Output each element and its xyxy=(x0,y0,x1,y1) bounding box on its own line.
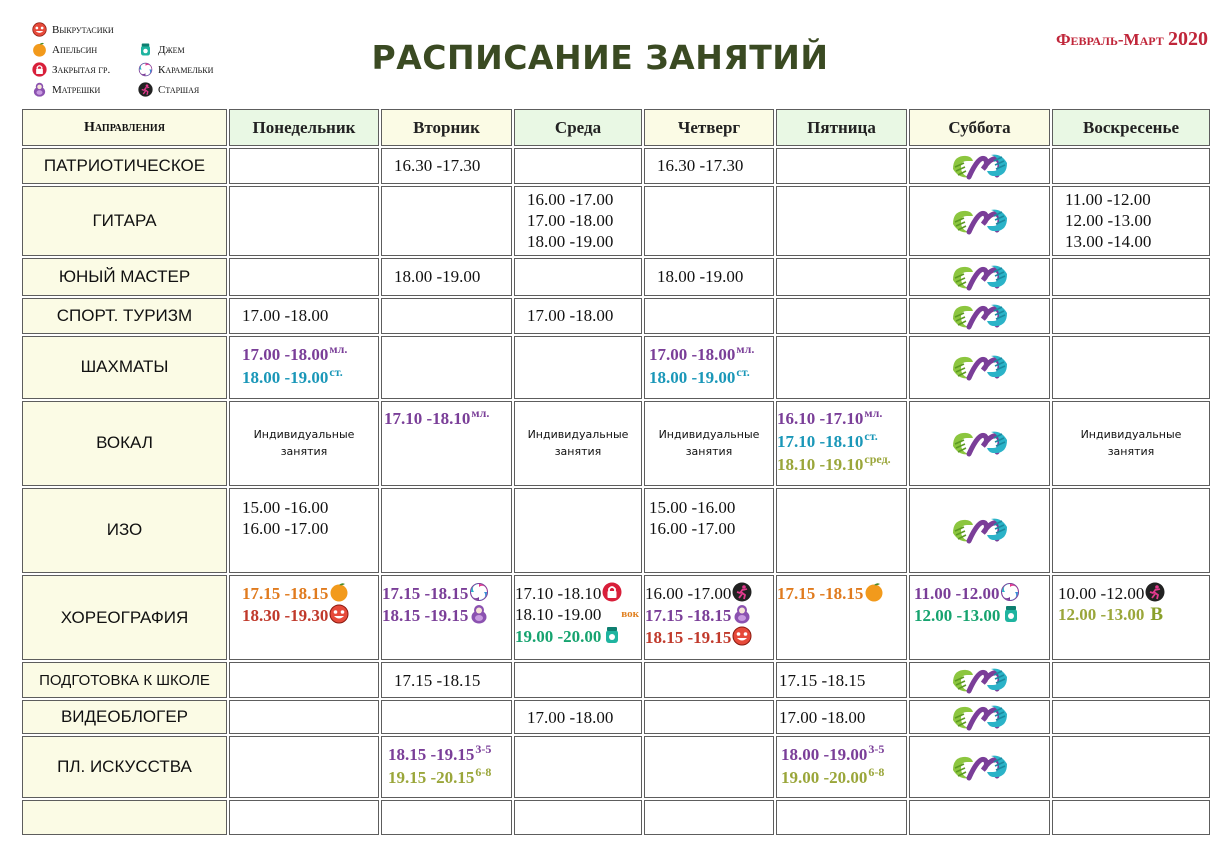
time-text: 17.15 -18.15 xyxy=(645,606,732,626)
group-suffix: мл. xyxy=(471,405,490,420)
schedule-cell xyxy=(381,298,512,334)
schedule-cell xyxy=(514,148,642,184)
schedule-cell xyxy=(776,800,907,835)
header-day: Пятница xyxy=(776,109,907,146)
schedule-cell xyxy=(1052,488,1210,573)
time-slot xyxy=(382,744,511,767)
schedule-cell xyxy=(229,336,379,399)
category-cell xyxy=(22,800,227,835)
time-slot: 17.00 -18.00 xyxy=(527,211,614,231)
time-slot xyxy=(515,582,641,604)
legend-item xyxy=(32,82,100,97)
table-row xyxy=(22,336,1210,399)
lock-icon xyxy=(602,582,622,602)
schedule-cell xyxy=(776,700,907,734)
schedule-cell xyxy=(644,401,774,486)
time-slot xyxy=(1053,582,1209,604)
time-slot xyxy=(645,582,773,604)
schedule-cell xyxy=(514,488,642,573)
grade-suffix: 6-8 xyxy=(475,765,492,780)
smiley-icon xyxy=(329,604,349,624)
schedule-cell xyxy=(909,298,1050,334)
time-slot: 18.00 -19.00 xyxy=(527,232,614,252)
schedule-cell xyxy=(909,186,1050,256)
legend-label: Карамельки xyxy=(158,63,214,76)
schedule-cell xyxy=(644,736,774,798)
schedule-cell xyxy=(381,148,512,184)
grade-suffix: 3-5 xyxy=(475,742,492,757)
time-slot: 16.30 -17.30 xyxy=(657,156,744,176)
time-slot: 16.00 -17.00 xyxy=(242,518,329,538)
time-text: 11.00 -12.00 xyxy=(914,584,1000,604)
time-text: 12.00 -13.00 xyxy=(1058,605,1145,625)
grade-suffix: 3-5 xyxy=(868,742,885,757)
group-suffix: мл. xyxy=(736,342,755,357)
schedule-cell xyxy=(1052,700,1210,734)
group-tag: В xyxy=(1150,604,1164,626)
schedule-cell xyxy=(381,736,512,798)
schedule-cell xyxy=(1052,736,1210,798)
schedule-cell xyxy=(909,800,1050,835)
schedule-cell xyxy=(514,401,642,486)
hands-logo-icon xyxy=(949,151,1011,181)
schedule-cell xyxy=(644,258,774,296)
schedule-cell xyxy=(229,800,379,835)
time-slot xyxy=(382,604,511,626)
cell-content xyxy=(515,582,641,659)
schedule-cell xyxy=(514,800,642,835)
individual-line: занятия xyxy=(554,445,602,459)
legend-label: Матрешки xyxy=(52,83,101,96)
time-text: 18.00 -19.00 xyxy=(242,368,329,388)
schedule-cell xyxy=(229,736,379,798)
schedule-cell xyxy=(644,700,774,734)
schedule-cell xyxy=(1052,401,1210,486)
schedule-cell xyxy=(644,298,774,334)
table-row xyxy=(22,700,1210,734)
header-day: Понедельник xyxy=(229,109,379,146)
hands-logo-icon xyxy=(949,665,1011,695)
time-text: 18.30 -19.30 xyxy=(242,606,329,626)
group-suffix: ст. xyxy=(864,428,878,443)
legend-item xyxy=(32,62,110,77)
schedule-cell xyxy=(514,736,642,798)
schedule-cell xyxy=(1052,336,1210,399)
time-slot xyxy=(777,767,906,790)
time-text: 18.15 -19.15 xyxy=(388,745,475,765)
period-label xyxy=(1056,28,1208,51)
time-slot xyxy=(230,367,378,390)
schedule-cell xyxy=(229,662,379,698)
lock-icon xyxy=(32,62,47,77)
schedule-cell xyxy=(776,258,907,296)
time-slot: 11.00 -12.00 xyxy=(1065,190,1151,210)
candy-icon xyxy=(1000,582,1020,602)
time-text: 17.10 -18.10 xyxy=(777,431,864,451)
table-row xyxy=(22,488,1210,573)
schedule-cell xyxy=(909,488,1050,573)
category-cell: ШАХМАТЫ xyxy=(22,336,227,399)
individual-note xyxy=(230,426,378,460)
smiley-icon xyxy=(732,626,752,646)
schedule-cell xyxy=(909,148,1050,184)
individual-line: занятия xyxy=(1107,445,1155,459)
time-text: 18.00 -19.00 xyxy=(781,745,868,765)
schedule-cell xyxy=(1052,800,1210,835)
schedule-cell xyxy=(909,700,1050,734)
schedule-cell xyxy=(229,186,379,256)
grade-suffix: 6-8 xyxy=(868,765,885,780)
schedule-cell xyxy=(514,662,642,698)
schedule-cell xyxy=(644,575,774,660)
header-day: Вторник xyxy=(381,109,512,146)
period-months: Февраль-Март xyxy=(1055,30,1164,49)
hands-logo-icon xyxy=(949,301,1011,331)
group-suffix: сред. xyxy=(864,451,891,466)
schedule-cell xyxy=(1052,148,1210,184)
schedule-cell xyxy=(1052,662,1210,698)
time-slot xyxy=(645,626,773,648)
schedule-cell xyxy=(909,258,1050,296)
time-slot: 16.00 -17.00 xyxy=(527,190,614,210)
table-row xyxy=(22,800,1210,835)
table-row xyxy=(22,575,1210,660)
time-slot xyxy=(910,582,1049,604)
table-row xyxy=(22,401,1210,486)
schedule-cell xyxy=(776,736,907,798)
time-slot: 17.00 -18.00 xyxy=(779,707,866,727)
schedule-cell xyxy=(1052,186,1210,256)
hands-logo-icon xyxy=(949,752,1011,782)
legend-label: Выкрутасики xyxy=(52,23,114,36)
hands-logo-icon xyxy=(949,352,1011,382)
group-suffix: мл. xyxy=(864,405,883,420)
schedule-cell xyxy=(776,336,907,399)
category-cell: ГИТАРА xyxy=(22,186,227,256)
time-slot: 18.10 -19.00 xyxy=(515,605,602,625)
header-row xyxy=(22,109,1210,146)
time-slot: 17.15 -18.15 xyxy=(779,670,866,690)
schedule-cell xyxy=(381,258,512,296)
schedule-cell xyxy=(514,258,642,296)
schedule-cell xyxy=(381,700,512,734)
individual-note xyxy=(645,426,773,460)
table-row xyxy=(22,662,1210,698)
group-suffix: ст. xyxy=(329,365,343,380)
time-slot: 17.00 -18.00 xyxy=(527,707,614,727)
schedule-cell xyxy=(229,401,379,486)
legend-label: Апельсин xyxy=(52,43,98,56)
schedule-cell xyxy=(776,148,907,184)
schedule-cell xyxy=(644,336,774,399)
hands-logo-icon xyxy=(949,702,1011,732)
schedule-cell xyxy=(514,298,642,334)
schedule-cell xyxy=(909,575,1050,660)
time-text: 16.00 -17.00 xyxy=(645,584,732,604)
jam-icon xyxy=(602,625,622,645)
time-text: 17.10 -18.10 xyxy=(384,408,471,428)
category-cell: ПАТРИОТИЧЕСКОЕ xyxy=(22,148,227,184)
individual-line: Индивидуальные xyxy=(1080,428,1182,442)
matryoshka-icon xyxy=(732,604,752,624)
time-slot: 13.00 -14.00 xyxy=(1065,232,1152,252)
legend-item xyxy=(32,22,114,37)
individual-line: занятия xyxy=(280,445,328,459)
schedule-cell xyxy=(909,736,1050,798)
time-slot xyxy=(230,604,378,626)
schedule-cell xyxy=(514,336,642,399)
time-text: 18.15 -19.15 xyxy=(382,606,469,626)
time-slot: 12.00 -13.00 xyxy=(1065,211,1152,231)
time-slot xyxy=(777,451,906,477)
hands-logo-icon xyxy=(949,515,1011,545)
schedule-cell xyxy=(381,336,512,399)
table-row xyxy=(22,298,1210,334)
schedule-cell xyxy=(229,700,379,734)
schedule-cell xyxy=(514,575,642,660)
time-text: 17.10 -18.10 xyxy=(515,584,602,604)
schedule-cell xyxy=(381,800,512,835)
time-text: 12.00 -13.00 xyxy=(914,606,1001,626)
time-text: 17.15 -18.15 xyxy=(382,584,469,604)
time-text: 18.00 -19.00 xyxy=(649,368,736,388)
group-suffix: ст. xyxy=(736,365,750,380)
time-slot xyxy=(777,744,906,767)
time-slot xyxy=(645,344,773,367)
vocal-tag: вок xyxy=(621,608,639,621)
schedule-cell xyxy=(229,575,379,660)
time-slot: 15.00 -16.00 xyxy=(649,497,736,517)
individual-line: занятия xyxy=(685,445,733,459)
schedule-cell xyxy=(776,186,907,256)
schedule-table xyxy=(20,107,1212,837)
schedule-cell xyxy=(514,186,642,256)
hands-logo-icon xyxy=(949,428,1011,458)
header-day: Суббота xyxy=(909,109,1050,146)
header-day: Среда xyxy=(514,109,642,146)
orange-icon xyxy=(32,42,47,57)
time-text: 19.00 -20.00 xyxy=(515,627,602,647)
schedule-cell xyxy=(776,298,907,334)
matryoshka-icon xyxy=(469,604,489,624)
time-text: 19.00 -20.00 xyxy=(781,768,868,788)
schedule-cell xyxy=(229,148,379,184)
individual-note xyxy=(515,426,641,460)
schedule-cell xyxy=(909,336,1050,399)
time-slot xyxy=(777,405,906,431)
time-text: 19.15 -20.15 xyxy=(388,768,475,788)
legend-item xyxy=(138,62,213,77)
smiley-icon xyxy=(32,22,47,37)
schedule-cell xyxy=(381,488,512,573)
time-slot xyxy=(230,344,378,367)
schedule-cell xyxy=(776,662,907,698)
dancer-icon xyxy=(138,82,153,97)
time-slot: 15.00 -16.00 xyxy=(242,497,329,517)
time-slot xyxy=(777,582,906,604)
time-slot xyxy=(230,582,378,604)
legend xyxy=(32,22,252,102)
schedule-cell xyxy=(229,258,379,296)
schedule-cell xyxy=(644,148,774,184)
schedule-cell xyxy=(644,800,774,835)
time-slot: 18.00 -19.00 xyxy=(657,267,744,287)
time-slot xyxy=(382,582,511,604)
schedule-cell xyxy=(909,401,1050,486)
legend-label: Джем xyxy=(158,43,185,56)
time-text: 18.15 -19.15 xyxy=(645,628,732,648)
matryoshka-icon xyxy=(32,82,47,97)
schedule-cell xyxy=(381,186,512,256)
time-slot xyxy=(777,428,906,454)
schedule-cell xyxy=(381,401,512,486)
hands-logo-icon xyxy=(949,262,1011,292)
header-day: Четверг xyxy=(644,109,774,146)
time-slot xyxy=(382,767,511,790)
dancer-icon xyxy=(1145,582,1165,602)
header-directions: Направления xyxy=(22,109,227,146)
time-text: 10.00 -12.00 xyxy=(1058,584,1145,604)
time-slot: 17.00 -18.00 xyxy=(242,306,329,326)
individual-line: Индивидуальные xyxy=(253,428,355,442)
group-suffix: мл. xyxy=(329,342,348,357)
jam-icon xyxy=(138,42,153,57)
table-row xyxy=(22,736,1210,798)
candy-icon xyxy=(469,582,489,602)
time-text: 17.00 -18.00 xyxy=(649,345,736,365)
schedule-cell xyxy=(776,401,907,486)
time-slot: 17.00 -18.00 xyxy=(527,306,614,326)
orange-icon xyxy=(329,582,349,602)
time-text: 16.10 -17.10 xyxy=(777,408,864,428)
header-day: Воскресенье xyxy=(1052,109,1210,146)
schedule-cell xyxy=(229,298,379,334)
time-text: 17.00 -18.00 xyxy=(242,345,329,365)
time-text: 17.15 -18.15 xyxy=(242,584,329,604)
time-slot: 16.30 -17.30 xyxy=(394,156,481,176)
table-row xyxy=(22,258,1210,296)
time-slot xyxy=(382,405,511,431)
schedule-cell xyxy=(644,662,774,698)
time-slot xyxy=(515,625,641,647)
schedule-cell xyxy=(909,662,1050,698)
table-row xyxy=(22,186,1210,256)
category-cell: СПОРТ. ТУРИЗМ xyxy=(22,298,227,334)
schedule-cell xyxy=(644,186,774,256)
legend-item xyxy=(138,82,199,97)
category-cell: ВИДЕОБЛОГЕР xyxy=(22,700,227,734)
time-text: 18.10 -19.10 xyxy=(777,454,864,474)
time-slot xyxy=(645,367,773,390)
category-cell: ПОДГОТОВКА К ШКОЛЕ xyxy=(22,662,227,698)
time-slot xyxy=(910,604,1049,626)
category-cell: ИЗО xyxy=(22,488,227,573)
time-slot: 18.00 -19.00 xyxy=(394,267,481,287)
schedule-cell xyxy=(776,488,907,573)
time-slot xyxy=(1053,604,1209,625)
orange-icon xyxy=(864,582,884,602)
time-text: 17.15 -18.15 xyxy=(777,584,864,604)
individual-note xyxy=(1053,426,1209,460)
category-cell: ВОКАЛ xyxy=(22,401,227,486)
schedule-cell xyxy=(381,662,512,698)
legend-label: Закрытая гр. xyxy=(52,63,111,76)
legend-item xyxy=(32,42,97,57)
schedule-cell xyxy=(514,700,642,734)
category-cell: ХОРЕОГРАФИЯ xyxy=(22,575,227,660)
time-slot: 16.00 -17.00 xyxy=(649,518,736,538)
legend-item xyxy=(138,42,185,57)
individual-line: Индивидуальные xyxy=(658,428,760,442)
page-title: РАСПИСАНИЕ ЗАНЯТИЙ xyxy=(371,38,829,77)
category-cell: ПЛ. ИСКУССТВА xyxy=(22,736,227,798)
hands-logo-icon xyxy=(949,206,1011,236)
legend-label: Старшая xyxy=(158,83,200,96)
category-cell: ЮНЫЙ МАСТЕР xyxy=(22,258,227,296)
schedule-cell xyxy=(644,488,774,573)
period-year: 2020 xyxy=(1168,28,1208,50)
time-slot xyxy=(645,604,773,626)
schedule-cell xyxy=(1052,258,1210,296)
individual-line: Индивидуальные xyxy=(527,428,629,442)
schedule-cell xyxy=(381,575,512,660)
schedule-cell xyxy=(1052,298,1210,334)
candy-icon xyxy=(138,62,153,77)
dancer-icon xyxy=(732,582,752,602)
schedule-cell xyxy=(229,488,379,573)
schedule-cell xyxy=(776,575,907,660)
table-row xyxy=(22,148,1210,184)
time-slot: 17.15 -18.15 xyxy=(394,670,481,690)
jam-icon xyxy=(1001,604,1021,624)
schedule-cell xyxy=(1052,575,1210,660)
